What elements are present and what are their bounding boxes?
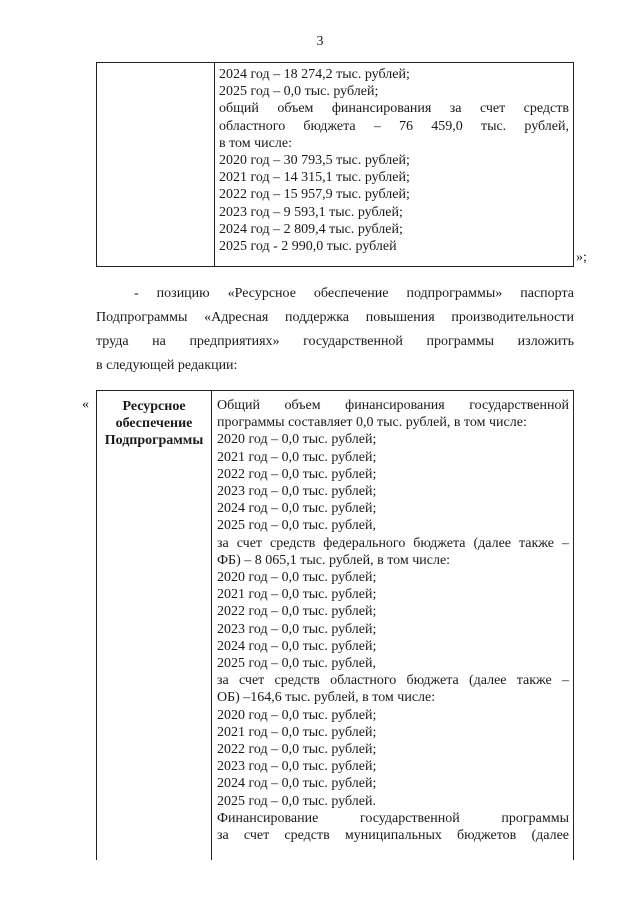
funding-line: 2024 год – 0,0 тыс. рублей; (217, 638, 377, 654)
funding-line: за счет средств областного бюджета (далее также – (217, 673, 569, 689)
instruction-paragraph (96, 282, 574, 378)
paragraph-line: - позицию «Ресурсное обеспечение подпрограммы» паспорта (134, 286, 574, 301)
funding-line: 2021 год – 14 315,1 тыс. рублей; (219, 170, 410, 186)
funding-line: 2025 год – 0,0 тыс. рублей; (219, 84, 379, 100)
funding-line: общий объем финансирования за счет средств (219, 101, 569, 117)
funding-line: 2020 год – 0,0 тыс. рублей; (217, 432, 377, 448)
funding-line: Финансирование государственной программы (217, 810, 569, 826)
funding-line: 2021 год – 0,0 тыс. рублей; (217, 587, 377, 603)
funding-line: 2022 год – 0,0 тыс. рублей; (217, 604, 377, 620)
funding-line: 2023 год – 0,0 тыс. рублей; (217, 621, 377, 637)
funding-line: 2024 год – 0,0 тыс. рублей; (217, 776, 377, 792)
funding-line: 2024 год – 2 809,4 тыс. рублей; (219, 221, 403, 237)
funding-line: 2024 год – 18 274,2 тыс. рублей; (219, 67, 410, 82)
funding-line: 2020 год – 0,0 тыс. рублей; (217, 570, 377, 586)
paragraph-line: в следующей редакции: (96, 358, 238, 373)
funding-line: 2025 год - 2 990,0 тыс. рублей (219, 239, 397, 255)
funding-line: 2020 год – 0,0 тыс. рублей; (217, 707, 377, 723)
label-line: Ресурсное (122, 399, 186, 414)
funding-line: 2023 год – 9 593,1 тыс. рублей; (219, 204, 403, 220)
paragraph-line: Подпрограммы «Адресная поддержка повышения производительности (96, 310, 574, 325)
opening-quote: « (82, 397, 89, 412)
funding-line: 2024 год – 0,0 тыс. рублей; (217, 501, 377, 517)
funding-line: 2021 год – 0,0 тыс. рублей; (217, 449, 377, 465)
funding-line: 2025 год – 0,0 тыс. рублей. (217, 793, 376, 809)
funding-line: областного бюджета – 76 459,0 тыс. рублей, (219, 118, 569, 134)
closing-quote: »; (576, 250, 587, 265)
label-line: Подпрограммы (104, 433, 204, 449)
funding-line: 2025 год – 0,0 тыс. рублей, (217, 656, 376, 672)
funding-line: 2022 год – 0,0 тыс. рублей; (217, 742, 377, 758)
funding-line: ОБ) –164,6 тыс. рублей, в том числе: (217, 690, 436, 706)
page-number: 3 (316, 34, 324, 49)
label-line: обеспечение (115, 416, 193, 432)
funding-line: 2020 год – 30 793,5 тыс. рублей; (219, 153, 410, 169)
section-label (97, 398, 211, 450)
table-column-divider (214, 62, 215, 267)
funding-line: 2022 год – 0,0 тыс. рублей; (217, 466, 377, 482)
table-continuation-content (219, 66, 569, 255)
funding-line: в том числе: (219, 135, 292, 151)
funding-line: 2021 год – 0,0 тыс. рублей; (217, 724, 377, 740)
funding-line: 2023 год – 0,0 тыс. рублей; (217, 759, 377, 775)
resource-table-content (217, 397, 569, 844)
funding-line: программы составляет 0,0 тыс. рублей, в том числе: (217, 415, 527, 431)
funding-line: 2025 год – 0,0 тыс. рублей, (217, 518, 376, 534)
funding-line: за счет средств муниципальных бюджетов (далее (217, 828, 569, 844)
funding-line: за счет средств федерального бюджета (далее также – (217, 535, 569, 551)
funding-line: 2022 год – 15 957,9 тыс. рублей; (219, 187, 410, 203)
paragraph-line: труда на предприятиях» государственной программы изложить (96, 334, 574, 349)
funding-line: 2023 год – 0,0 тыс. рублей; (217, 484, 377, 500)
funding-line: ФБ) – 8 065,1 тыс. рублей, в том числе: (217, 552, 451, 568)
table-column-divider (211, 390, 212, 860)
funding-line: Общий объем финансирования государственной (217, 398, 569, 413)
